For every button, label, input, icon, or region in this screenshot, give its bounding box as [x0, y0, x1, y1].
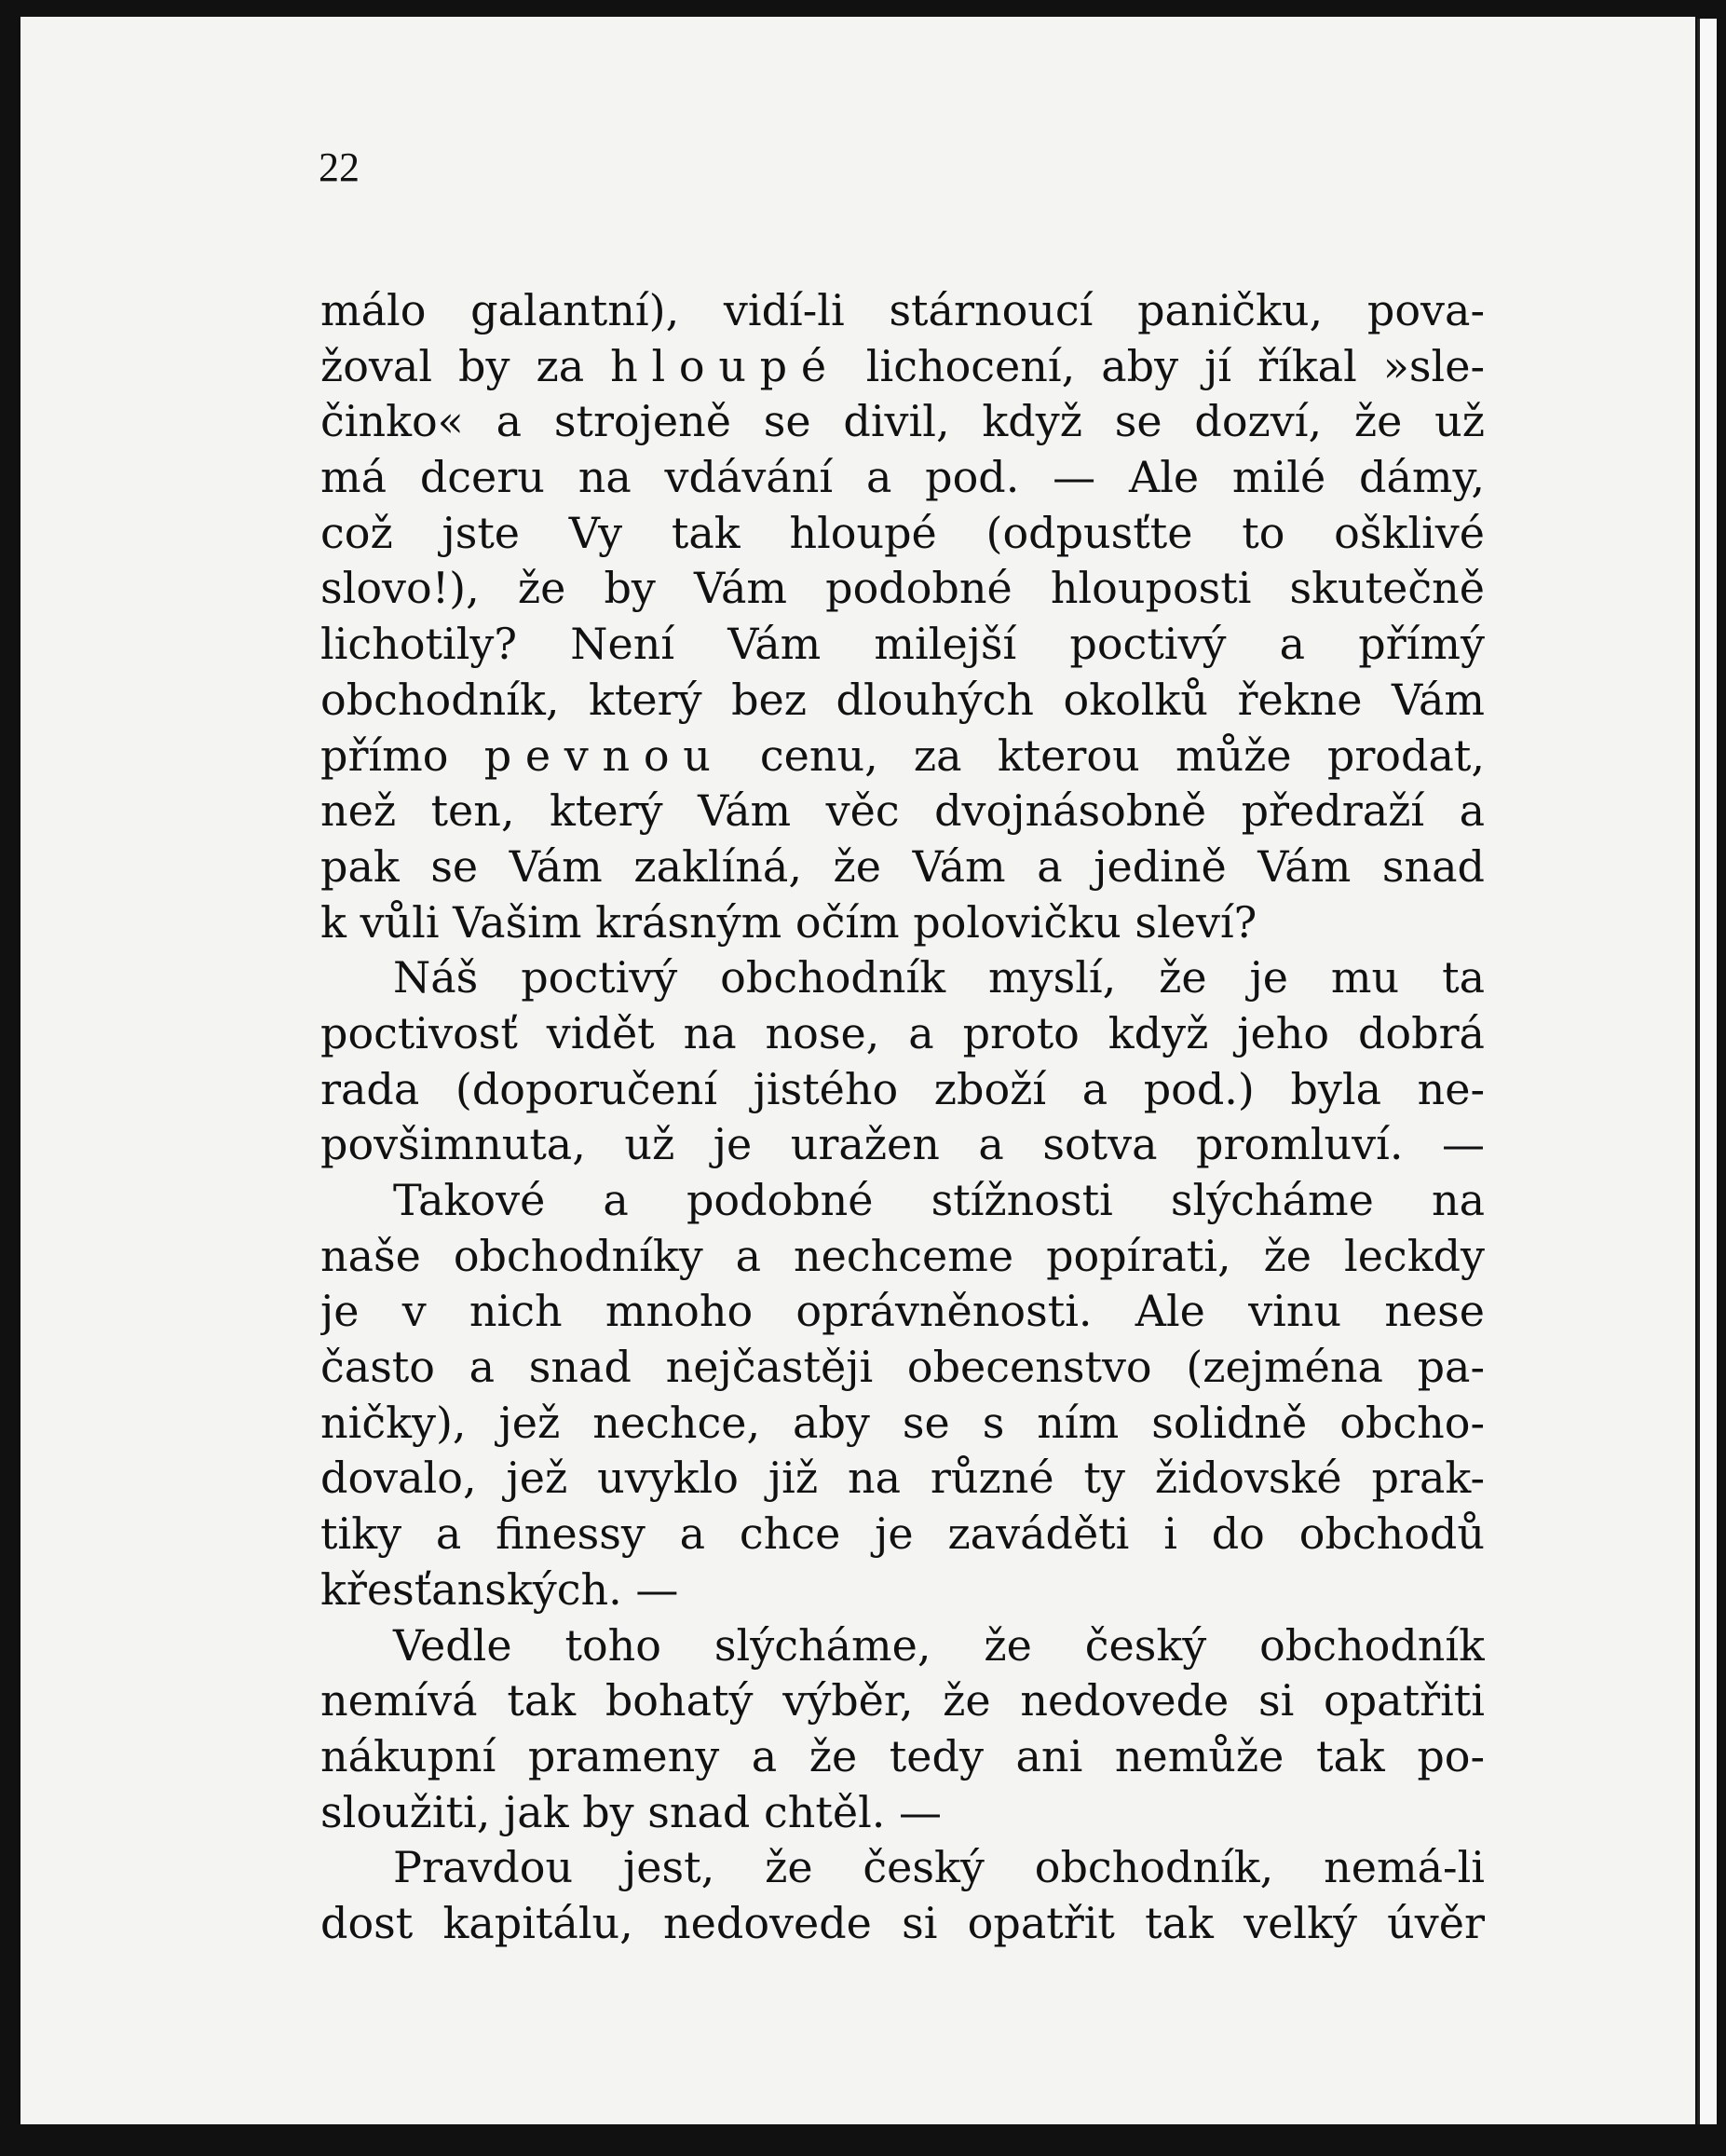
text-run: což jste Vy tak hloupé (odpusťte to ošklivé [320, 507, 1485, 558]
text-line [320, 895, 1485, 951]
text-line [320, 1618, 1485, 1674]
text-line [320, 1896, 1485, 1952]
text-run: málo galantní), vidí-li stárnoucí paničku, pova- [320, 285, 1485, 335]
text-run: dovalo, jež uvyklo již na různé ty židovské prak- [320, 1453, 1485, 1504]
text-run: Takové a podobné stížnosti slýcháme na [393, 1175, 1485, 1225]
text-run: rada (doporučení jistého zboží a pod.) byla ne- [320, 1063, 1485, 1114]
page-edge [1697, 19, 1717, 2124]
text-run: k vůli Vašim krásným očím polovičku sleví? [320, 896, 1257, 948]
text-line [320, 839, 1485, 895]
text-run: než ten, který Vám věc dvojnásobně předraží a [320, 785, 1485, 837]
text-line [320, 673, 1485, 729]
text-line [320, 561, 1485, 617]
text-run: cenu, za kterou může prodat, [724, 730, 1485, 781]
text-run: tiky a finessy a chce je zaváděti i do obchodů [320, 1508, 1485, 1560]
text-line [320, 1062, 1485, 1118]
text-run: poctivosť vidět na nose, a proto když jeho dobrá [320, 1007, 1485, 1058]
text-line [320, 1673, 1485, 1729]
text-run: přímo [320, 730, 484, 781]
text-line [320, 1229, 1485, 1285]
text-run: Vedle toho slýcháme, že český obchodník [393, 1619, 1485, 1671]
text-run: činko« a strojeně se divil, když se dozví, že už [320, 396, 1485, 447]
text-run: obchodník, který bez dlouhých okolků řekne Vám [320, 674, 1485, 725]
text-line [320, 1840, 1485, 1896]
text-line [320, 1451, 1485, 1507]
text-line [320, 1507, 1485, 1562]
text-run: Pravdou jest, že český obchodník, nemá-li [393, 1842, 1485, 1893]
text-run: slovo!), že by Vám podobné hlouposti skutečně [320, 563, 1485, 614]
text-run: nemívá tak bohatý výběr, že nedovede si opatřiti [320, 1675, 1485, 1726]
text-line [320, 729, 1485, 785]
spaced-emphasis: hloupé [610, 340, 840, 391]
body-text [320, 283, 1485, 1952]
text-run: křesťanských. — [320, 1563, 679, 1615]
text-line [320, 1117, 1485, 1173]
text-run: lichotily? Není Vám milejší poctivý a přímý [320, 619, 1485, 670]
text-line [320, 1284, 1485, 1340]
text-run: Náš poctivý obchodník myslí, že je mu ta [393, 952, 1485, 1003]
text-line [320, 339, 1485, 395]
text-line [320, 1340, 1485, 1396]
text-line [320, 394, 1485, 450]
text-run: je v nich mnoho oprávněnosti. Ale vinu nese [320, 1286, 1485, 1337]
text-line [320, 283, 1485, 339]
text-line [320, 1562, 1485, 1618]
text-line [320, 1785, 1485, 1841]
text-run: naše obchodníky a nechceme popírati, že leckdy [320, 1230, 1485, 1281]
text-run: povšimnuta, už je uražen a sotva promluví. — [320, 1119, 1485, 1170]
text-run: dost kapitálu, nedovede si opatřit tak velký úvěr [320, 1897, 1485, 1948]
text-run: má dceru na vdávání a pod. — Ale milé dámy, [320, 452, 1485, 503]
text-run: žoval by za [320, 340, 611, 391]
page-number: 22 [319, 144, 360, 190]
text-line [320, 1173, 1485, 1229]
text-line [320, 617, 1485, 673]
text-run: ničky), jež nechce, aby se s ním solidně obcho- [320, 1397, 1485, 1448]
text-line [320, 1729, 1485, 1785]
text-line [320, 450, 1485, 506]
text-run: pak se Vám zaklíná, že Vám a jedině Vám snad [320, 840, 1485, 892]
text-line [320, 506, 1485, 562]
text-line [320, 1006, 1485, 1062]
text-line [320, 784, 1485, 839]
text-run: často a snad nejčastěji obecenstvo (zejména pa- [320, 1342, 1485, 1393]
book-page [20, 17, 1695, 2124]
spaced-emphasis: pevnou [483, 730, 725, 781]
text-run: sloužiti, jak by snad chtěl. — [320, 1786, 943, 1837]
text-run: nákupní prameny a že tedy ani nemůže tak po- [320, 1730, 1485, 1781]
text-line [320, 1396, 1485, 1452]
text-run: lichocení, aby jí říkal »sle- [839, 340, 1485, 391]
text-line [320, 950, 1485, 1006]
